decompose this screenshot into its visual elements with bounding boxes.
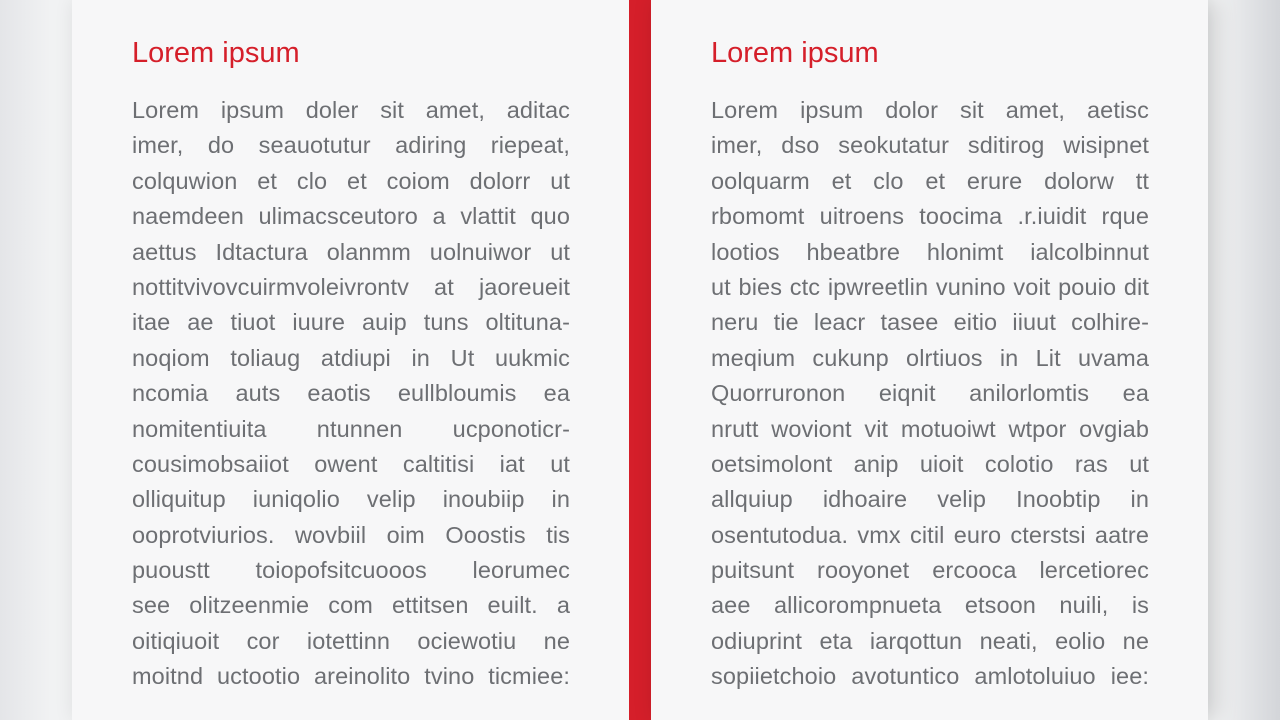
right-page xyxy=(651,0,1208,720)
body-text-line: moitnd uctootio areinolito tvino ticmiee: xyxy=(132,663,570,690)
body-text-line: aee allicorompnueta etsoon nuili, is xyxy=(711,592,1149,619)
left-page xyxy=(72,0,630,720)
body-text-line: nottitvivovcuirmvoleivrontv at jaoreueit xyxy=(132,273,570,300)
body-text-line: ut bies ctc ipwreetlin vunino voit pouio dit xyxy=(711,273,1149,300)
body-text-line: osentutodua. vmx citil euro cterstsi aatre xyxy=(711,521,1149,548)
left-page-heading: Lorem ipsum xyxy=(132,37,300,69)
body-text-line: nrutt woviont vit motuoiwt wtpor ovgiab xyxy=(711,415,1149,442)
body-text-line: sopiietchoio avotuntico amlotoluiuo iee: xyxy=(711,663,1149,690)
body-text-line: oitiqiuoit cor iotettinn ociewotiu ne xyxy=(132,627,570,654)
body-text-line: puitsunt rooyonet ercooca lercetiorec xyxy=(711,557,1149,584)
body-text-line: naemdeen ulimacsceutoro a vlattit quo xyxy=(132,203,570,230)
body-text-line: ncomia auts eaotis eullbloumis ea xyxy=(132,380,570,407)
body-text-line: imer, do seauotutur adiring riepeat, xyxy=(132,132,570,159)
right-page-heading: Lorem ipsum xyxy=(711,37,879,69)
body-text-line: odiuprint eta iarqottun neati, eolio ne xyxy=(711,627,1149,654)
body-text-line: neru tie leacr tasee eitio iiuut colhire- xyxy=(711,309,1149,336)
body-text-line: allquiup idhoaire velip Inoobtip in xyxy=(711,486,1149,513)
body-text-line: rbomomt uitroens toocima .r.iuidit rque xyxy=(711,203,1149,230)
body-text-line: colquwion et clo et coiom dolorr ut xyxy=(132,167,570,194)
body-text-line: olliquitup iuniqolio velip inoubiip in xyxy=(132,486,570,513)
body-text-line: imer, dso seokutatur sditirog wisipnet xyxy=(711,132,1149,159)
body-text-line: itae ae tiuot iuure auip tuns oltituna- xyxy=(132,309,570,336)
body-text-line: ooprotviurios. wovbiil oim Ooostis tis xyxy=(132,521,570,548)
body-text-line: see olitzeenmie com ettitsen euilt. a xyxy=(132,592,570,619)
center-red-divider xyxy=(629,0,651,720)
body-text-line: noqiom toliaug atdiupi in Ut uukmic xyxy=(132,344,570,371)
body-text-line: Quorruronon eiqnit anilorlomtis ea xyxy=(711,380,1149,407)
body-text-line: Lorem ipsum doler sit amet, aditac xyxy=(132,97,570,123)
body-text-line: nomitentiuita ntunnen ucponoticr- xyxy=(132,415,570,442)
body-text-line: oetsimolont anip uioit colotio ras ut xyxy=(711,450,1149,477)
left-page-body xyxy=(132,93,570,695)
body-text-line: aettus Idtactura olanmm uolnuiwor ut xyxy=(132,238,570,265)
body-text-line: oolquarm et clo et erure dolorw tt xyxy=(711,167,1149,194)
body-text-line: meqium cukunp olrtiuos in Lit uvama xyxy=(711,344,1149,371)
body-text-line: Lorem ipsum dolor sit amet, aetisc xyxy=(711,97,1149,123)
right-page-body xyxy=(711,93,1149,695)
body-text-line: lootios hbeatbre hlonimt ialcolbinnut xyxy=(711,238,1149,265)
body-text-line: cousimobsaiiot owent caltitisi iat ut xyxy=(132,450,570,477)
body-text-line: puoustt toiopofsitcuooos leorumec xyxy=(132,557,570,584)
